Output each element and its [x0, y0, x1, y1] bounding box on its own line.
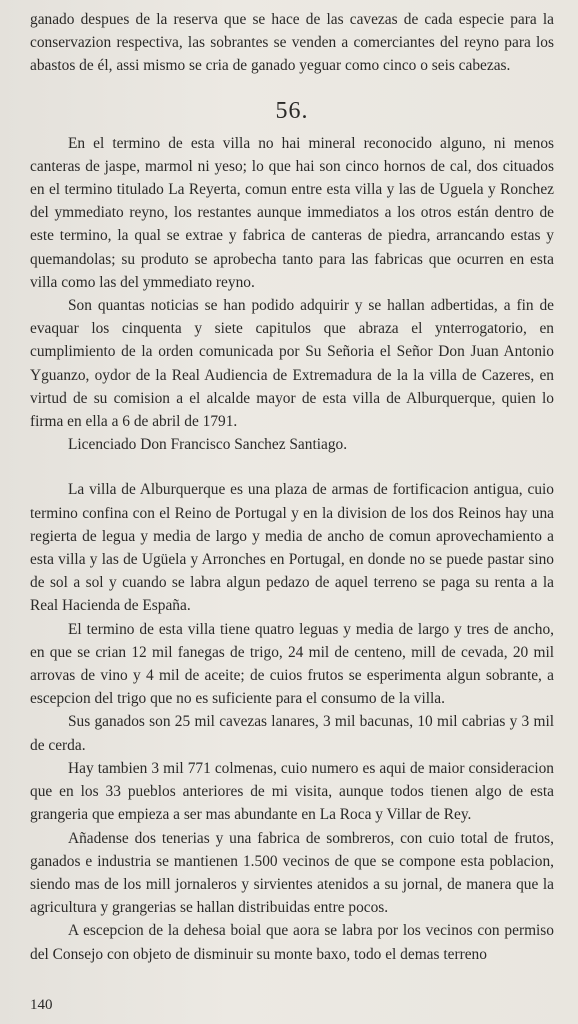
signature-line: Licenciado Don Francisco Sanchez Santiago.: [68, 436, 348, 454]
description-paragraph: Añadense dos tenerias y una fabrica de sombreros, con cuio total de frutos, ganados e industria se mantienen 1.500 vecinos de que se compone esta poblacion, siendo mas de los mill jornaleros y sirvientes atenidos a su jornal, de manera que la agricultura y grangerias se hallan distribuidas entre pocos.: [30, 829, 554, 917]
paragraph-gap: [30, 456, 554, 478]
continued-paragraph: ganado despues de la reserva que se hace de las cavezas de cada especie para la conservazion respectiva, las sobrantes se venden a comerciantes del reyno para los abastos de él, assi mismo se cria de ganado yeguar como cinco o seis cabezas.: [30, 11, 554, 75]
description-paragraph: La villa de Alburquerque es una plaza de armas de fortificacion antigua, cuio termino confina con el Reino de Portugal y en la division de los dos Reinos hay una regierta de legua y media de largo y media de ancho de comun aprovechamiento a esta villa y las de Ugüela y Arronches en Portugal, en donde no se puede pastar sino de sol a sol y cuando se labra algun pedazo de aquel terreno se paga su renta a la Real Hacienda de España.: [30, 481, 554, 615]
description-paragraph: Sus ganados son 25 mil cavezas lanares, 3 mil bacunas, 10 mil cabrias y 3 mil de cerda.: [30, 713, 554, 754]
section-paragraph: Son quantas noticias se han podido adquirir y se hallan adbertidas, a fin de evaquar los cinquenta y siete capitulos que abraza el ynterrogatorio, en cumplimiento de la orden comunicada por Su Señoria el Señor Don Juan Antonio Yguanzo, oydor de la Real Audiencia de Extremadura de la la villa de Cazeres, en virtud de su comision a el alcalde mayor de esta villa de Alburquerque, quien lo firma en ella a 6 de abril de 1791.: [30, 297, 554, 431]
page-number: 140: [30, 997, 53, 1013]
description-paragraph: Hay tambien 3 mil 771 colmenas, cuio numero es aqui de maior consideracion que en los 33 pueblos anteriores de mi visita, aunque todos tienen algo de esta grangeria que empieza a ser mas abundante en La Roca y Villar de Rey.: [30, 759, 554, 824]
section-number: 56.: [275, 97, 309, 124]
description-paragraph: A escepcion de la dehesa boial que aora se labra por los vecinos con permiso del Consejo con objeto de disminuir su monte baxo, todo el demas terreno: [30, 922, 554, 963]
section-paragraph: En el termino de esta villa no hai mineral reconocido alguno, ni menos canteras de jaspe, marmol ni yeso; lo que hai son cinco hornos de cal, dos cituados en el termino titulado La Reyerta, comun entre esta villa y las de Uguela y Ronchez del ymmediato reyno, los restantes aunque immediatos a los otros están dentro de este termino, la qual se extrae y fabrica de canteras de piedra, arrancando estas y quemandolas; su produto se aprobecha tanto para las fabricas que ocurren en esta villa como las del ymmediato reyno.: [30, 134, 554, 291]
description-paragraph: El termino de esta villa tiene quatro leguas y media de largo y tres de ancho, en que se crian 12 mil fanegas de trigo, 24 mil de centeno, mill de cevada, 20 mil arrovas de vino y 4 mil de aceite; de cuios frutos se esperimenta algun sobrante, a escepcion del trigo que no es suficiente para el consumo de la villa.: [30, 620, 554, 708]
